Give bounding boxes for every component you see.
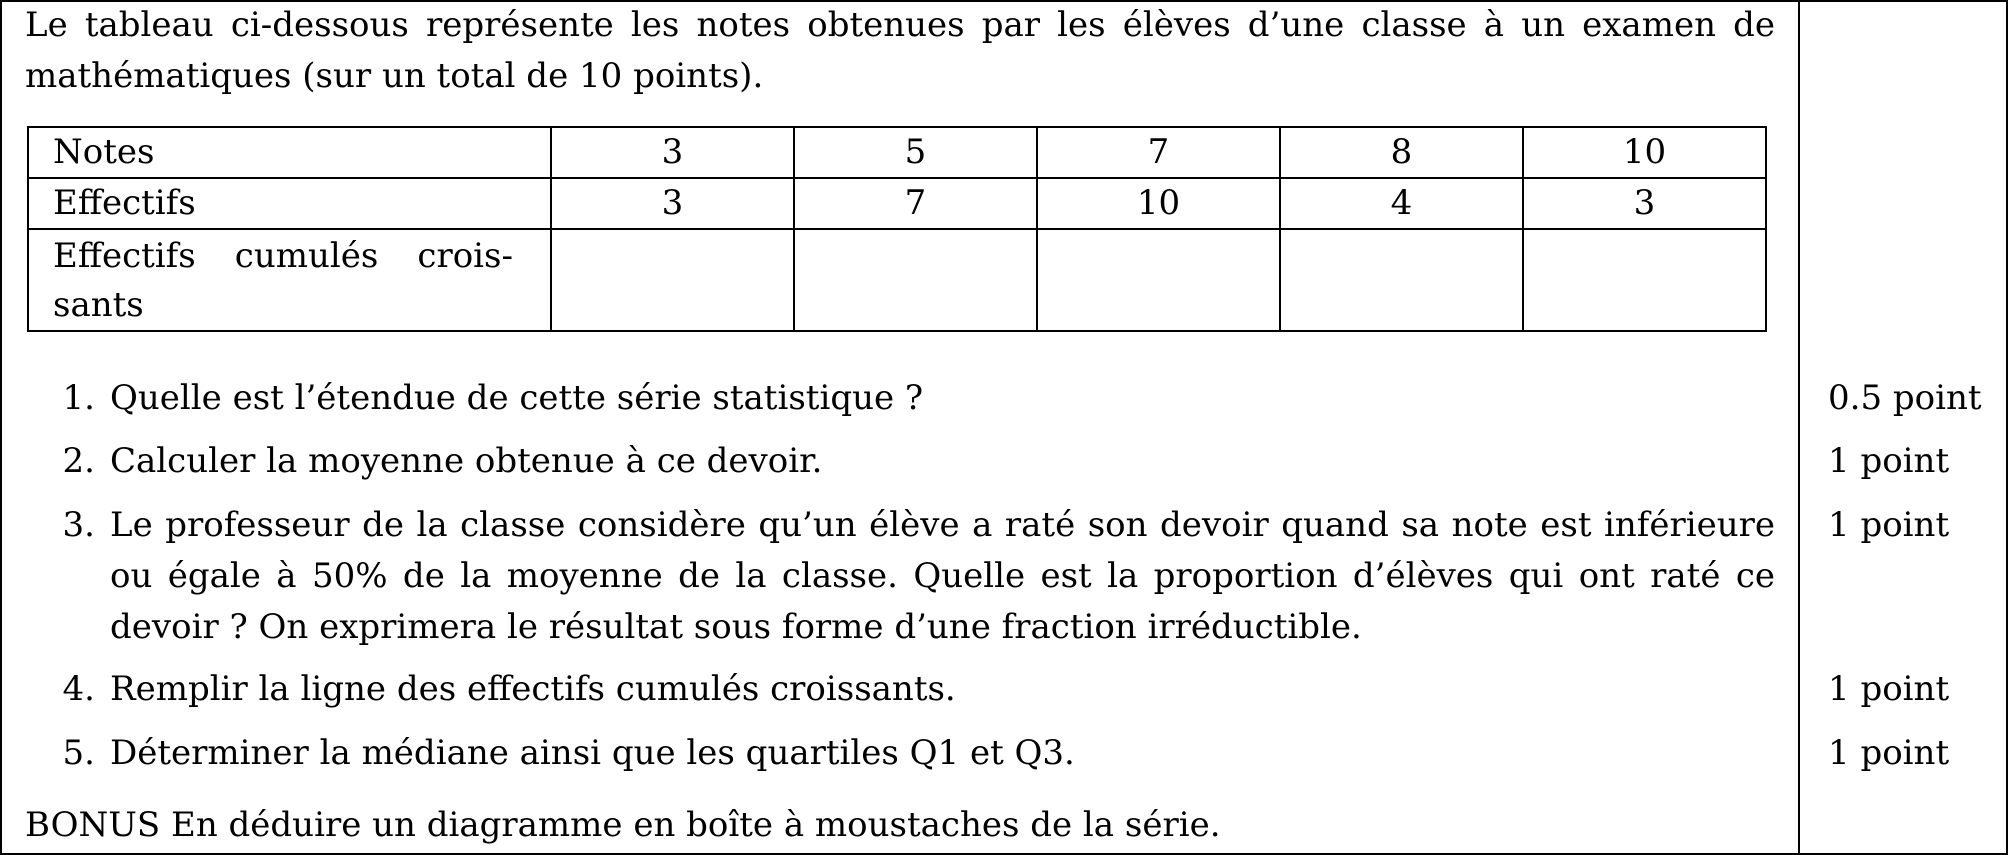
note-cell: 7 [1037,127,1280,178]
question-points: 1 point [1828,441,1950,481]
question-number: 2. [62,441,95,481]
empty-cumulative-cell [1280,229,1523,331]
empty-cumulative-cell [1523,229,1766,331]
question-text: Déterminer la médiane ainsi que les quartiles Q1 et Q3. [110,733,1075,773]
empty-cumulative-cell [794,229,1037,331]
effectif-cell: 4 [1280,178,1523,229]
question-text: Le professeur de la classe considère qu’un élève a raté son devoir quand sa note est inférieure ou égale à 50% de la moyenne de la classe. Quelle est la proportion d’élèves qui ont raté ce devoir ? On exprimera le résultat sous forme d’une fraction irréductible. [110,505,1775,647]
intro-text: Le tableau ci-dessous représente les notes obtenues par les élèves d’une classe à un examen de mathématiques (sur un total de 10 points). [25,5,1775,96]
row-label-cumulative [28,229,551,331]
effectif-cell: 10 [1037,178,1280,229]
effectif-cell: 3 [551,178,794,229]
question-points: 1 point [1828,669,1950,709]
row-label-cumulative-line2: sants [53,285,144,325]
points-column-divider [1798,0,1800,855]
bonus-text: BONUS En déduire un diagramme en boîte à moustaches de la série. [25,805,1221,845]
effectif-cell: 7 [794,178,1037,229]
table-row-effectifs [28,178,1766,229]
empty-cumulative-cell [1037,229,1280,331]
question-number: 5. [62,733,95,773]
question-text: Calculer la moyenne obtenue à ce devoir. [110,441,823,481]
table-row-cumulative [28,229,1766,331]
note-cell: 3 [551,127,794,178]
note-cell: 5 [794,127,1037,178]
question-number: 1. [62,378,95,418]
table-row-notes [28,127,1766,178]
row-label-cumulative-line1: Effectifs cumulés crois- [53,236,513,276]
grades-table [27,126,1767,332]
effectif-cell: 3 [1523,178,1766,229]
question-text: Quelle est l’étendue de cette série statistique ? [110,378,924,418]
question-number: 3. [62,505,95,545]
question-points: 1 point [1828,733,1950,773]
note-cell: 10 [1523,127,1766,178]
row-label-notes: Notes [28,127,551,178]
question-text: Remplir la ligne des effectifs cumulés croissants. [110,669,956,709]
question-points: 0.5 point [1828,378,1982,418]
question-points: 1 point [1828,505,1950,545]
question-number: 4. [62,669,95,709]
row-label-effectifs: Effectifs [28,178,551,229]
note-cell: 8 [1280,127,1523,178]
empty-cumulative-cell [551,229,794,331]
